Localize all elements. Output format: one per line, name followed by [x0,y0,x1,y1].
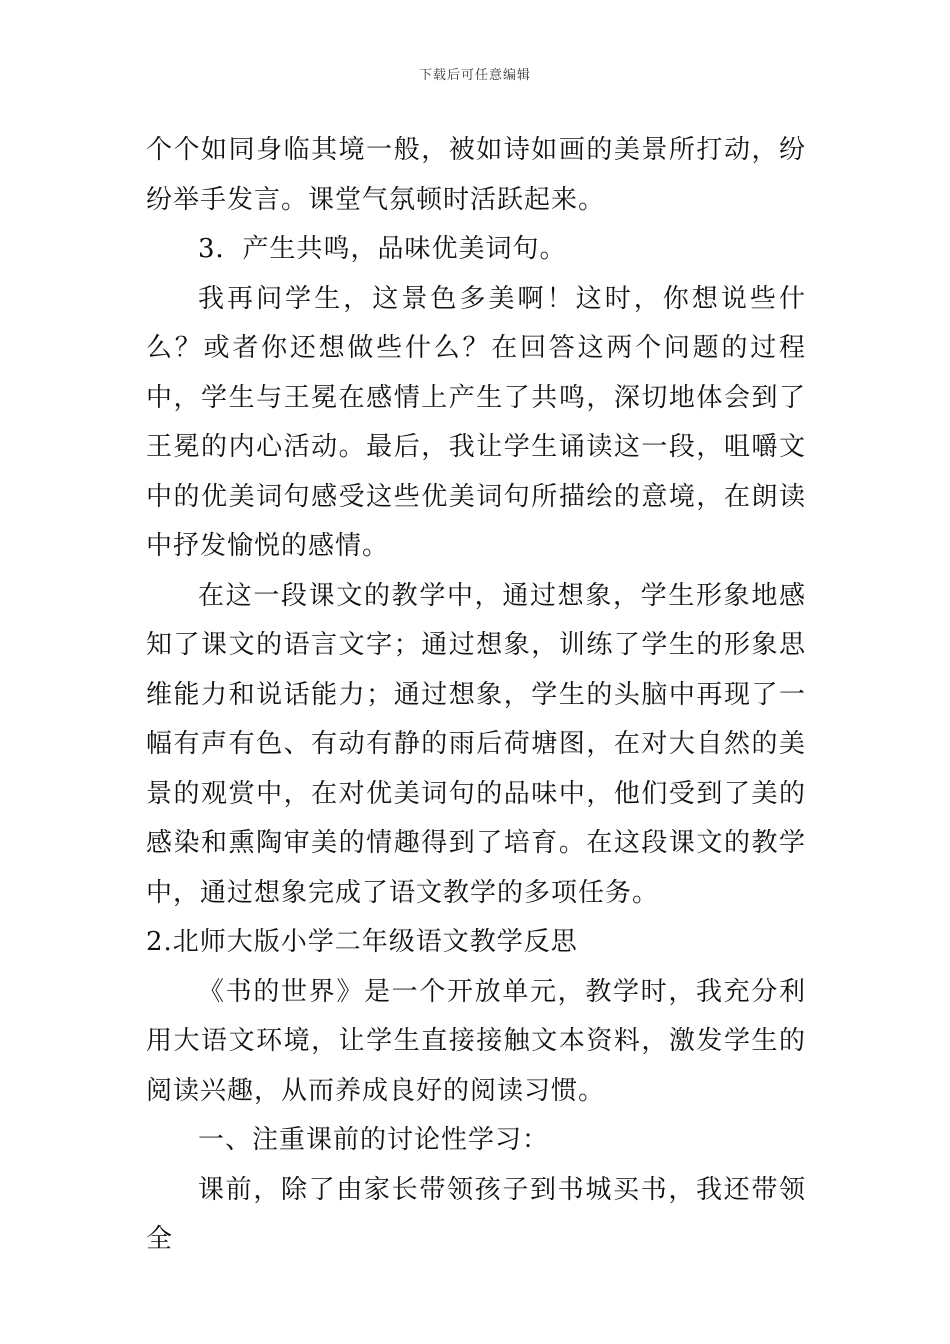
paragraph-subheading-3: 3．产生共鸣，品味优美词句。 [198,234,567,264]
paragraph-book-world: 《书的世界》是一个开放单元，教学时，我充分利用大语文环境，让学生直接接触文本资料，激发学生的阅读兴趣，从而养成良好的阅读习惯。 [146,976,806,1106]
paragraph-subheading-1: 一、注重课前的讨论性学习： [198,1125,550,1155]
paragraph-continuation: 个个如同身临其境一般，被如诗如画的美景所打动，纷纷举手发言。课堂气氛顿时活跃起来。 [146,135,806,215]
page-header: 下载后可任意编辑 [418,68,531,83]
paragraph-question: 我再问学生，这景色多美啊！这时，你想说些什么？或者你还想做些什么？在回答这两个问题的过程中，学生与王冕在感情上产生了共鸣，深切地体会到了王冕的内心活动。最后，我让学生诵读这一段，咀嚼文中的优美词句感受这些优美词句所描绘的意境，在朗读中抒发愉悦的感情。 [146,283,806,561]
paragraph-pre-class: 课前，除了由家长带领孩子到书城买书，我还带领全 [146,1174,806,1254]
paragraph-summary: 在这一段课文的教学中，通过想象，学生形象地感知了课文的语言文字；通过想象，训练了学生的形象思维能力和说话能力；通过想象，学生的头脑中再现了一幅有声有色、有动有静的雨后荷塘图，在对大自然的美景的观赏中，在对优美词句的品味中，他们受到了美的感染和熏陶审美的情趣得到了培育。在这段课文的教学中，通过想象完成了语文教学的多项任务。 [146,580,806,908]
document-body [146,126,806,1265]
section-heading-2: 2.北师大版小学二年级语文教学反思 [146,927,578,957]
